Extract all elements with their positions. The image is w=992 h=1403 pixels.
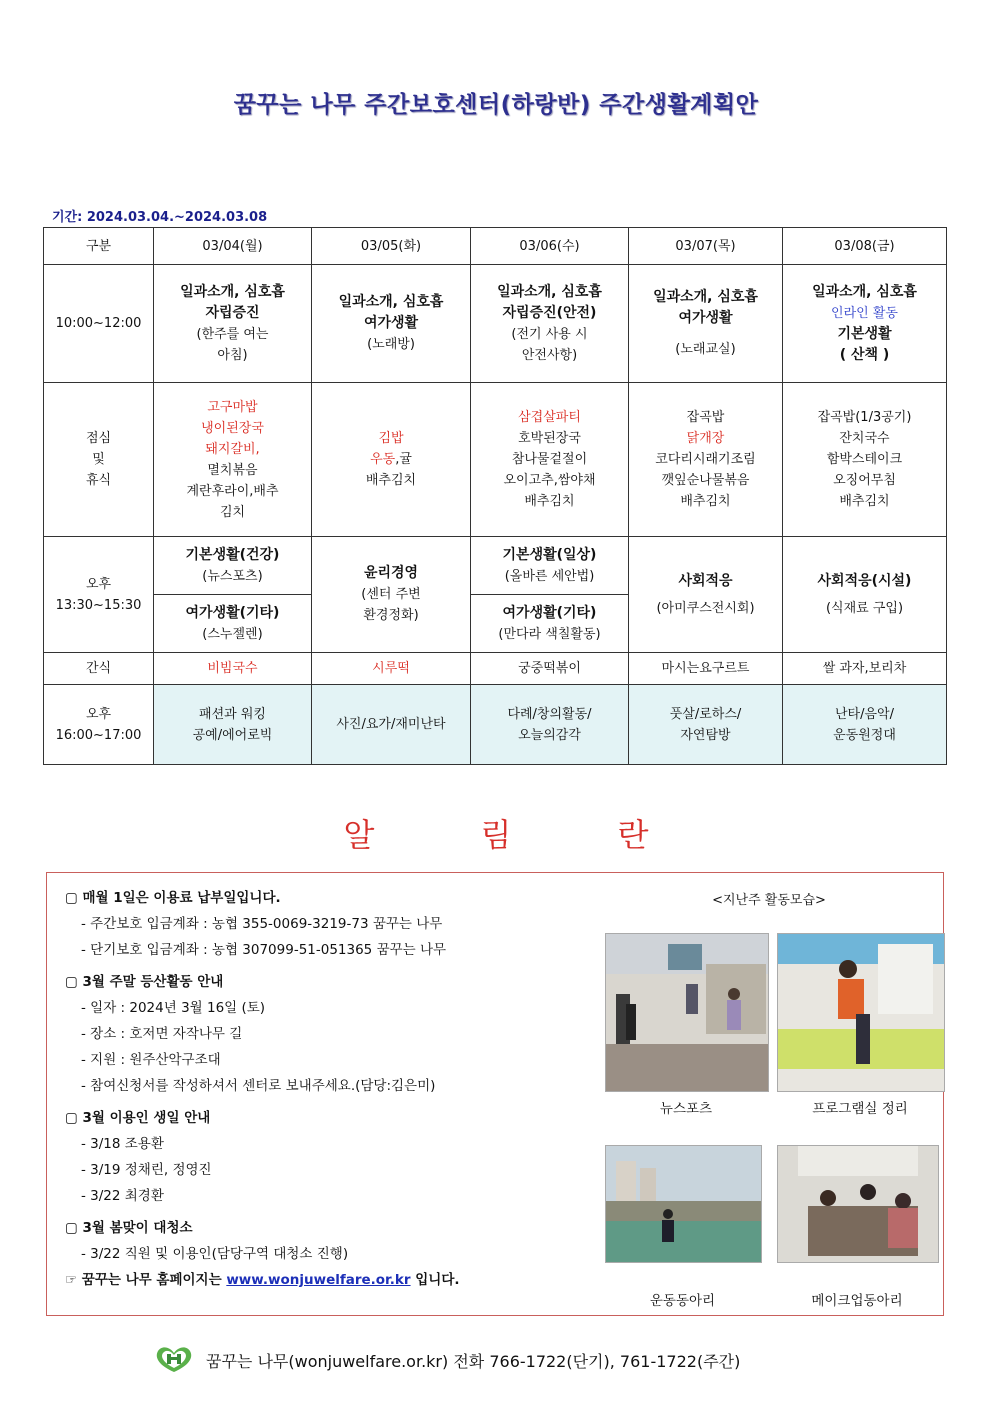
notice-item: - 3/19 정채린, 정영진 bbox=[81, 1162, 212, 1178]
cell-line: 운동원정대 bbox=[833, 727, 896, 743]
photo-caption: 메이크업동아리 bbox=[811, 1293, 903, 1309]
cell-line: 윤리경영 bbox=[363, 565, 419, 581]
cell-line: 풋살/로하스/ bbox=[669, 706, 742, 722]
cell bbox=[154, 265, 312, 383]
page-title: 꿈꾸는 나무 주간보호센터(하랑반) 주간생활계획안 bbox=[233, 92, 759, 118]
menu-item: 함박스테이크 bbox=[826, 452, 903, 467]
menu-item: 오징어무침 bbox=[833, 473, 896, 488]
weekly-plan-table bbox=[43, 227, 947, 765]
cell-line: (스누젤렌) bbox=[202, 626, 263, 642]
table-header-row bbox=[44, 228, 947, 265]
cell-line: 안전사항) bbox=[521, 347, 578, 363]
cell-line: (한주를 여는 bbox=[196, 326, 269, 342]
cell bbox=[783, 537, 947, 653]
cell: 비빔국수 bbox=[154, 653, 312, 685]
homepage-prefix: ☞ 꿈꾸는 나무 홈페이지는 bbox=[65, 1272, 222, 1288]
cell bbox=[471, 685, 629, 765]
menu-item: 배추김치 bbox=[365, 473, 417, 488]
menu-item: 닭개장 bbox=[686, 431, 725, 446]
notice-item: - 단기보호 입금계좌 : 농협 307099-51-051365 꿈꾸는 나무 bbox=[81, 942, 447, 958]
photo-caption: 뉴스포츠 bbox=[659, 1101, 713, 1117]
cell: 궁중떡볶이 bbox=[471, 653, 629, 685]
menu-item: 배추김치 bbox=[680, 494, 731, 509]
cell bbox=[312, 685, 471, 765]
cell-line: 여가생활(기타) bbox=[502, 604, 597, 621]
cell bbox=[312, 537, 471, 653]
cell-line: 기본생활 bbox=[837, 325, 892, 342]
cell-line: 환경정화) bbox=[363, 608, 419, 623]
cell-line: (아미쿠스전시회) bbox=[656, 600, 755, 616]
cell-line: 사회적응 bbox=[678, 572, 733, 589]
cell bbox=[471, 265, 629, 383]
label-line: 13:30~15:30 bbox=[55, 597, 142, 613]
menu-item: 배추김치 bbox=[524, 494, 575, 509]
cell bbox=[471, 383, 629, 537]
menu-item: 우동 bbox=[370, 452, 396, 467]
cell-line: 일과소개, 심호흡 bbox=[653, 289, 758, 305]
cell-line: 인라인 활동 bbox=[831, 305, 898, 321]
cell-line: 사회적응(시설) bbox=[817, 572, 912, 589]
cell-line: 다례/창의활동/ bbox=[507, 706, 592, 722]
header-cell: 03/05(화) bbox=[312, 228, 471, 265]
homepage-link[interactable]: www.wonjuwelfare.or.kr bbox=[226, 1272, 411, 1288]
row-label: 10:00~12:00 bbox=[44, 265, 154, 383]
cell bbox=[154, 383, 312, 537]
photo-makeup-club-image bbox=[778, 1146, 938, 1262]
cell-line: (노래교실) bbox=[675, 342, 736, 357]
menu-item: 배추김치 bbox=[839, 494, 890, 509]
cell-line: 오늘의감각 bbox=[518, 727, 581, 743]
notice-section-title: ▢ 매월 1일은 이용료 납부일입니다. bbox=[65, 890, 281, 906]
row-label bbox=[44, 537, 154, 653]
notice-item: - 3/22 직원 및 이용인(담당구역 대청소 진행) bbox=[81, 1246, 349, 1262]
cell bbox=[629, 537, 783, 653]
header-cell: 03/07(목) bbox=[629, 228, 783, 265]
cell bbox=[629, 383, 783, 537]
cell: 쌀 과자,보리차 bbox=[783, 653, 947, 685]
cell-line: 패션과 워킹 bbox=[199, 706, 266, 722]
menu-item: 오이고추,쌈야채 bbox=[503, 473, 596, 488]
cell bbox=[471, 537, 629, 595]
photo-makeup-club bbox=[777, 1145, 939, 1263]
tree-logo-icon bbox=[152, 1344, 196, 1374]
cell bbox=[154, 595, 312, 653]
cell-line: 일과소개, 심호흡 bbox=[180, 283, 285, 300]
cell-line: (만다라 색칠활동) bbox=[498, 626, 601, 642]
cell-line: 일과소개, 심호흡 bbox=[338, 294, 444, 310]
notice-item: - 지원 : 원주산악구조대 bbox=[81, 1052, 221, 1068]
notice-section-title: ▢ 3월 봄맞이 대청소 bbox=[65, 1220, 193, 1236]
cell-line: (전기 사용 시 bbox=[511, 326, 588, 342]
cell-line: 여가생활 bbox=[363, 315, 419, 331]
label-line: 점심 bbox=[85, 431, 112, 446]
cell-line: 기본생활(건강) bbox=[185, 546, 280, 563]
photo-program-room bbox=[777, 933, 945, 1092]
cell-line: 자립증진 bbox=[205, 304, 260, 321]
photo-sports-club bbox=[605, 1145, 762, 1263]
notice-section-title: ▢ 3월 이용인 생일 안내 bbox=[65, 1110, 211, 1126]
cell-line: (식재료 구입) bbox=[825, 600, 904, 616]
menu-item: 깻잎순나물볶음 bbox=[661, 473, 750, 488]
notice-box bbox=[46, 872, 944, 1316]
header-cell: 03/08(금) bbox=[783, 228, 947, 265]
notice-section-title: ▢ 3월 주말 등산활동 안내 bbox=[65, 974, 224, 990]
notice-item: - 3/22 최경환 bbox=[81, 1188, 164, 1204]
table-row bbox=[44, 537, 947, 595]
cell-line: 일과소개, 심호흡 bbox=[497, 283, 602, 300]
cell bbox=[783, 685, 947, 765]
label-line: 휴식 bbox=[85, 473, 112, 488]
menu-item: 김밥 bbox=[378, 431, 404, 446]
cell bbox=[154, 685, 312, 765]
period-label: 기간: 2024.03.04.~2024.03.08 bbox=[52, 210, 268, 225]
photo-caption: 운동동아리 bbox=[649, 1293, 716, 1309]
cell: 시루떡 bbox=[312, 653, 471, 685]
notice-item: - 3/18 조용환 bbox=[81, 1136, 164, 1152]
menu-item: 계란후라이,배추 bbox=[186, 483, 279, 499]
cell bbox=[783, 383, 947, 537]
cell-line: 난타/음악/ bbox=[835, 706, 894, 722]
photo-program-room-image bbox=[778, 934, 944, 1091]
photo-newsports bbox=[605, 933, 769, 1092]
header-cell: 03/04(월) bbox=[154, 228, 312, 265]
table-row bbox=[44, 685, 947, 765]
label-line: 16:00~17:00 bbox=[55, 727, 142, 743]
row-label bbox=[44, 685, 154, 765]
cell-line: (올바른 세안법) bbox=[504, 568, 595, 584]
notice-item: - 주간보호 입금계좌 : 농협 355-0069-3219-73 꿈꾸는 나무 bbox=[81, 916, 443, 932]
cell-line: 여가생활 bbox=[678, 310, 733, 326]
menu-item: 멸치볶음 bbox=[207, 462, 258, 478]
cell-line: ( 산책 ) bbox=[839, 346, 890, 363]
cell bbox=[783, 265, 947, 383]
menu-item: 잔치국수 bbox=[839, 431, 890, 446]
cell-line: 사진/요가/재미난타 bbox=[336, 717, 446, 732]
menu-item: 코다리시래기조림 bbox=[655, 452, 756, 467]
notice-item: - 일자 : 2024년 3월 16일 (토) bbox=[81, 1000, 266, 1016]
cell bbox=[312, 265, 471, 383]
homepage-suffix: 입니다. bbox=[415, 1272, 460, 1288]
notice-heading: 알 림 란 bbox=[343, 816, 697, 854]
homepage-line bbox=[65, 1267, 605, 1293]
label-line: 오후 bbox=[85, 706, 112, 722]
cell bbox=[629, 685, 783, 765]
row-label: 간식 bbox=[44, 653, 154, 685]
header-cell: 03/06(수) bbox=[471, 228, 629, 265]
photo-newsports-image bbox=[606, 934, 768, 1091]
cell-line: 자연탐방 bbox=[680, 727, 731, 743]
footer-contact: 꿈꾸는 나무(wonjuwelfare.or.kr) 전화 766-1722(단기), 761-1722(주간) bbox=[206, 1352, 741, 1371]
menu-item: 잡곡밥(1/3공기) bbox=[817, 410, 912, 425]
menu-item: 냉이된장국 bbox=[201, 420, 264, 436]
cell bbox=[629, 265, 783, 383]
cell-line: (뉴스포츠) bbox=[202, 568, 263, 584]
photo-sports-club-image bbox=[606, 1146, 761, 1262]
menu-item: 김치 bbox=[219, 504, 246, 520]
menu-item: ,귤 bbox=[395, 452, 412, 467]
menu-item: 잡곡밥 bbox=[686, 410, 725, 425]
menu-item: 돼지갈비, bbox=[205, 441, 260, 457]
cell bbox=[312, 383, 471, 537]
row-label bbox=[44, 383, 154, 537]
notice-text-column bbox=[65, 885, 605, 1293]
table-row bbox=[44, 653, 947, 685]
cell-line: 자립증진(안전) bbox=[502, 304, 597, 321]
header-cell: 구분 bbox=[44, 228, 154, 265]
cell-line: 기본생활(일상) bbox=[502, 546, 597, 563]
notice-item: - 참여신청서를 작성하셔서 센터로 보내주세요.(담당:김은미) bbox=[81, 1078, 436, 1094]
menu-item: 삼겹살파티 bbox=[518, 410, 581, 425]
table-row bbox=[44, 383, 947, 537]
cell-line: 공예/에어로빅 bbox=[192, 727, 273, 743]
cell-line: (노래방) bbox=[367, 337, 415, 352]
menu-item: 참나물겉절이 bbox=[511, 452, 588, 467]
cell-line: (센터 주변 bbox=[361, 587, 421, 602]
cell bbox=[471, 595, 629, 653]
cell-line: 아침) bbox=[217, 347, 248, 363]
label-line: 및 bbox=[92, 452, 105, 467]
notice-item: - 장소 : 호저면 자작나무 길 bbox=[81, 1026, 243, 1042]
menu-item: 호박된장국 bbox=[518, 431, 581, 446]
cell-line: 일과소개, 심호흡 bbox=[812, 283, 917, 300]
menu-item: 고구마밥 bbox=[207, 399, 258, 415]
cell bbox=[154, 537, 312, 595]
photos-title: <지난주 활동모습> bbox=[712, 893, 826, 908]
cell: 마시는요구르트 bbox=[629, 653, 783, 685]
label-line: 오후 bbox=[85, 576, 112, 592]
table-row bbox=[44, 265, 947, 383]
cell-line: 여가생활(기타) bbox=[185, 604, 280, 621]
photo-caption: 프로그램실 정리 bbox=[812, 1101, 908, 1117]
